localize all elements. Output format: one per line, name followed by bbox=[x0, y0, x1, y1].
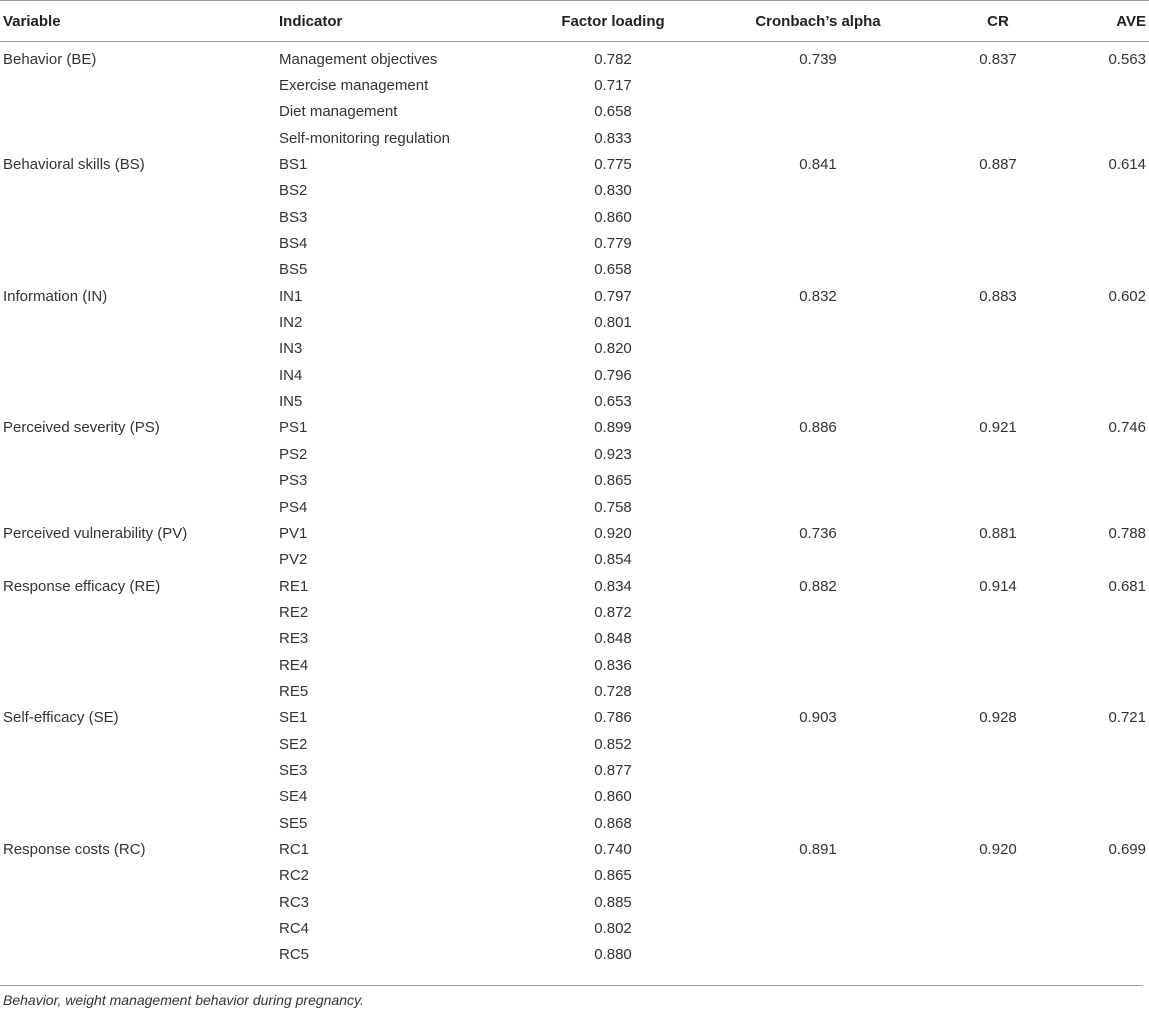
cell-cronbach-alpha bbox=[703, 599, 933, 625]
table-row bbox=[0, 863, 1149, 889]
cell-cr bbox=[933, 72, 1063, 98]
table-row bbox=[0, 415, 1149, 441]
header-factor-loading: Factor loading bbox=[561, 12, 665, 30]
cell-cr bbox=[933, 757, 1063, 783]
table-row bbox=[0, 757, 1149, 783]
cell-factor-loading: 0.717 bbox=[594, 77, 632, 95]
cell-cr: 0.914 bbox=[979, 577, 1017, 595]
cell-cronbach-alpha bbox=[703, 230, 933, 256]
cell-indicator: RC4 bbox=[279, 920, 310, 938]
cell-indicator: RE2 bbox=[279, 603, 309, 621]
cell-cronbach-alpha: 0.739 bbox=[799, 50, 837, 68]
cell-indicator: IN3 bbox=[279, 340, 303, 358]
cell-cronbach-alpha bbox=[703, 757, 933, 783]
cell-factor-loading: 0.880 bbox=[594, 946, 632, 964]
cell-ave bbox=[1063, 125, 1149, 151]
table-footnote: Behavior, weight management behavior during pregnancy. bbox=[3, 992, 364, 1008]
cell-indicator: PS4 bbox=[279, 498, 308, 516]
table-row bbox=[0, 520, 1149, 546]
table-row bbox=[0, 178, 1149, 204]
cell-factor-loading: 0.758 bbox=[594, 498, 632, 516]
cell-cronbach-alpha bbox=[703, 468, 933, 494]
cell-ave bbox=[1063, 915, 1149, 941]
cell-cr: 0.883 bbox=[979, 287, 1017, 305]
cell-factor-loading: 0.775 bbox=[594, 156, 632, 174]
table-row bbox=[0, 915, 1149, 941]
cell-cr bbox=[933, 257, 1063, 283]
cell-variable bbox=[0, 99, 279, 125]
cell-variable bbox=[0, 230, 279, 256]
cell-cronbach-alpha bbox=[703, 731, 933, 757]
cell-ave bbox=[1063, 388, 1149, 414]
cell-ave: 0.788 bbox=[1108, 524, 1146, 542]
cell-factor-loading: 0.820 bbox=[594, 340, 632, 358]
table-row bbox=[0, 309, 1149, 335]
cell-indicator: PV1 bbox=[279, 524, 308, 542]
cell-variable bbox=[0, 810, 279, 836]
cell-factor-loading: 0.836 bbox=[594, 656, 632, 674]
table-row bbox=[0, 151, 1149, 177]
table-bottom-rule bbox=[0, 985, 1143, 986]
table-row bbox=[0, 388, 1149, 414]
cell-cronbach-alpha bbox=[703, 125, 933, 151]
table-row bbox=[0, 547, 1149, 573]
cell-factor-loading: 0.877 bbox=[594, 761, 632, 779]
cell-indicator: RC5 bbox=[279, 946, 310, 964]
cell-cronbach-alpha bbox=[703, 257, 933, 283]
cell-indicator: PS2 bbox=[279, 445, 308, 463]
cell-ave bbox=[1063, 178, 1149, 204]
cell-cr bbox=[933, 626, 1063, 652]
cell-cr bbox=[933, 441, 1063, 467]
cell-variable bbox=[0, 889, 279, 915]
cell-indicator: PS1 bbox=[279, 419, 308, 437]
cell-cronbach-alpha: 0.891 bbox=[799, 840, 837, 858]
table-row bbox=[0, 362, 1149, 388]
cell-factor-loading: 0.796 bbox=[594, 366, 632, 384]
cell-indicator: BS2 bbox=[279, 182, 308, 200]
cell-cronbach-alpha bbox=[703, 362, 933, 388]
cell-ave bbox=[1063, 494, 1149, 520]
cell-cr bbox=[933, 889, 1063, 915]
cell-ave bbox=[1063, 468, 1149, 494]
cell-variable bbox=[0, 757, 279, 783]
cell-indicator: SE5 bbox=[279, 814, 308, 832]
cell-factor-loading: 0.868 bbox=[594, 814, 632, 832]
cell-indicator: BS5 bbox=[279, 261, 308, 279]
cell-cr bbox=[933, 125, 1063, 151]
cell-cr bbox=[933, 810, 1063, 836]
cell-variable: Self-efficacy (SE) bbox=[3, 709, 119, 727]
header-cr: CR bbox=[987, 12, 1009, 30]
cell-indicator: RE4 bbox=[279, 656, 309, 674]
cell-variable bbox=[0, 652, 279, 678]
cell-indicator: IN2 bbox=[279, 314, 303, 332]
cell-variable bbox=[0, 547, 279, 573]
header-row bbox=[0, 1, 1149, 42]
cell-cronbach-alpha: 0.832 bbox=[799, 287, 837, 305]
cell-indicator: RE1 bbox=[279, 577, 309, 595]
table-row bbox=[0, 257, 1149, 283]
cell-ave bbox=[1063, 257, 1149, 283]
cell-ave: 0.614 bbox=[1108, 156, 1146, 174]
cell-variable bbox=[0, 178, 279, 204]
cell-cronbach-alpha bbox=[703, 810, 933, 836]
cell-factor-loading: 0.899 bbox=[594, 419, 632, 437]
cell-cronbach-alpha bbox=[703, 626, 933, 652]
table-row bbox=[0, 652, 1149, 678]
table-row bbox=[0, 204, 1149, 230]
table-row bbox=[0, 125, 1149, 151]
cell-variable bbox=[0, 204, 279, 230]
cell-indicator: Diet management bbox=[279, 103, 398, 121]
cell-factor-loading: 0.782 bbox=[594, 50, 632, 68]
table-row bbox=[0, 573, 1149, 599]
cell-ave bbox=[1063, 204, 1149, 230]
cell-variable bbox=[0, 468, 279, 494]
cell-variable: Response efficacy (RE) bbox=[3, 577, 161, 595]
cell-variable bbox=[0, 336, 279, 362]
cell-indicator: RE5 bbox=[279, 682, 309, 700]
cell-factor-loading: 0.854 bbox=[594, 551, 632, 569]
cell-cr bbox=[933, 863, 1063, 889]
cell-cronbach-alpha: 0.903 bbox=[799, 709, 837, 727]
cell-factor-loading: 0.658 bbox=[594, 103, 632, 121]
cell-cronbach-alpha bbox=[703, 889, 933, 915]
cell-factor-loading: 0.872 bbox=[594, 603, 632, 621]
cell-cr bbox=[933, 388, 1063, 414]
cell-factor-loading: 0.658 bbox=[594, 261, 632, 279]
cell-cronbach-alpha: 0.841 bbox=[799, 156, 837, 174]
table-row bbox=[0, 705, 1149, 731]
cell-factor-loading: 0.802 bbox=[594, 920, 632, 938]
cell-factor-loading: 0.852 bbox=[594, 735, 632, 753]
cell-variable bbox=[0, 125, 279, 151]
cell-factor-loading: 0.833 bbox=[594, 129, 632, 147]
table-row bbox=[0, 441, 1149, 467]
cell-indicator: IN1 bbox=[279, 287, 303, 305]
cell-factor-loading: 0.860 bbox=[594, 788, 632, 806]
cell-cr bbox=[933, 99, 1063, 125]
cell-cronbach-alpha: 0.886 bbox=[799, 419, 837, 437]
cell-ave bbox=[1063, 72, 1149, 98]
cell-ave: 0.721 bbox=[1108, 709, 1146, 727]
cell-ave bbox=[1063, 731, 1149, 757]
cell-ave bbox=[1063, 230, 1149, 256]
table-row bbox=[0, 678, 1149, 704]
cell-cronbach-alpha bbox=[703, 652, 933, 678]
cell-factor-loading: 0.779 bbox=[594, 235, 632, 253]
cell-ave bbox=[1063, 547, 1149, 573]
cell-cr bbox=[933, 494, 1063, 520]
cell-ave bbox=[1063, 362, 1149, 388]
cell-indicator: RE3 bbox=[279, 630, 309, 648]
cell-ave bbox=[1063, 626, 1149, 652]
cell-factor-loading: 0.848 bbox=[594, 630, 632, 648]
cell-indicator: Exercise management bbox=[279, 77, 429, 95]
table-row bbox=[0, 72, 1149, 98]
cell-cr: 0.837 bbox=[979, 50, 1017, 68]
table-row bbox=[0, 626, 1149, 652]
cell-variable bbox=[0, 309, 279, 335]
table-row bbox=[0, 99, 1149, 125]
cell-ave: 0.746 bbox=[1108, 419, 1146, 437]
table-header bbox=[0, 1, 1149, 42]
cell-factor-loading: 0.653 bbox=[594, 393, 632, 411]
cell-cr: 0.881 bbox=[979, 524, 1017, 542]
cell-ave bbox=[1063, 336, 1149, 362]
cell-cr bbox=[933, 599, 1063, 625]
cell-cr: 0.928 bbox=[979, 709, 1017, 727]
table-row bbox=[0, 731, 1149, 757]
cell-ave: 0.563 bbox=[1108, 50, 1146, 68]
table-row bbox=[0, 942, 1149, 968]
table-row bbox=[0, 836, 1149, 862]
table-row bbox=[0, 336, 1149, 362]
cell-ave bbox=[1063, 784, 1149, 810]
cell-cr bbox=[933, 942, 1063, 968]
table-row bbox=[0, 599, 1149, 625]
cell-ave: 0.602 bbox=[1108, 287, 1146, 305]
cell-cr bbox=[933, 678, 1063, 704]
cell-indicator: SE4 bbox=[279, 788, 308, 806]
cell-factor-loading: 0.786 bbox=[594, 709, 632, 727]
cell-factor-loading: 0.728 bbox=[594, 682, 632, 700]
cell-indicator: IN4 bbox=[279, 366, 303, 384]
table-row bbox=[0, 889, 1149, 915]
cell-cronbach-alpha bbox=[703, 494, 933, 520]
cell-cronbach-alpha bbox=[703, 388, 933, 414]
cell-cronbach-alpha bbox=[703, 915, 933, 941]
cell-ave bbox=[1063, 652, 1149, 678]
cell-indicator: SE2 bbox=[279, 735, 308, 753]
cell-cronbach-alpha bbox=[703, 309, 933, 335]
cell-cr: 0.921 bbox=[979, 419, 1017, 437]
cell-variable bbox=[0, 784, 279, 810]
header-ave: AVE bbox=[1116, 12, 1146, 30]
cell-cr bbox=[933, 178, 1063, 204]
cell-ave: 0.699 bbox=[1108, 840, 1146, 858]
cell-indicator: IN5 bbox=[279, 393, 303, 411]
cell-cr bbox=[933, 652, 1063, 678]
cell-indicator: BS3 bbox=[279, 208, 308, 226]
cell-variable bbox=[0, 678, 279, 704]
cell-cr: 0.920 bbox=[979, 840, 1017, 858]
cell-cr bbox=[933, 915, 1063, 941]
cell-cronbach-alpha bbox=[703, 441, 933, 467]
cell-ave bbox=[1063, 942, 1149, 968]
table-row bbox=[0, 230, 1149, 256]
cell-indicator: BS1 bbox=[279, 156, 308, 174]
cell-indicator: PV2 bbox=[279, 551, 308, 569]
cell-variable: Perceived severity (PS) bbox=[3, 419, 160, 437]
cell-variable: Behavioral skills (BS) bbox=[3, 156, 145, 174]
table-body bbox=[0, 42, 1149, 969]
header-cronbach-alpha: Cronbach’s alpha bbox=[755, 12, 881, 30]
cell-factor-loading: 0.920 bbox=[594, 524, 632, 542]
cell-variable bbox=[0, 915, 279, 941]
cell-cr bbox=[933, 230, 1063, 256]
cell-cronbach-alpha bbox=[703, 99, 933, 125]
table-row bbox=[0, 283, 1149, 309]
cell-indicator: Self-monitoring regulation bbox=[279, 129, 450, 147]
cell-variable bbox=[0, 257, 279, 283]
cell-variable bbox=[0, 388, 279, 414]
cell-variable bbox=[0, 72, 279, 98]
cell-factor-loading: 0.740 bbox=[594, 840, 632, 858]
cell-cronbach-alpha bbox=[703, 784, 933, 810]
cell-factor-loading: 0.834 bbox=[594, 577, 632, 595]
table-row bbox=[0, 810, 1149, 836]
cell-variable: Information (IN) bbox=[3, 287, 108, 305]
cell-variable bbox=[0, 441, 279, 467]
cell-indicator: PS3 bbox=[279, 472, 308, 490]
cell-ave bbox=[1063, 599, 1149, 625]
cell-factor-loading: 0.865 bbox=[594, 472, 632, 490]
cell-variable: Response costs (RC) bbox=[3, 840, 146, 858]
cell-cronbach-alpha bbox=[703, 942, 933, 968]
cell-cr bbox=[933, 731, 1063, 757]
cell-cronbach-alpha bbox=[703, 678, 933, 704]
cell-cronbach-alpha: 0.736 bbox=[799, 524, 837, 542]
cell-factor-loading: 0.923 bbox=[594, 445, 632, 463]
cell-factor-loading: 0.885 bbox=[594, 893, 632, 911]
table-row bbox=[0, 494, 1149, 520]
cell-ave bbox=[1063, 309, 1149, 335]
cell-indicator: SE1 bbox=[279, 709, 308, 727]
cell-cronbach-alpha bbox=[703, 178, 933, 204]
cell-cronbach-alpha bbox=[703, 547, 933, 573]
cell-cronbach-alpha bbox=[703, 204, 933, 230]
cell-variable: Behavior (BE) bbox=[3, 50, 97, 68]
cell-indicator: RC1 bbox=[279, 840, 310, 858]
cell-indicator: BS4 bbox=[279, 235, 308, 253]
cell-factor-loading: 0.830 bbox=[594, 182, 632, 200]
cell-cronbach-alpha bbox=[703, 336, 933, 362]
cell-ave bbox=[1063, 678, 1149, 704]
cell-variable bbox=[0, 362, 279, 388]
cell-cr: 0.887 bbox=[979, 156, 1017, 174]
cell-ave bbox=[1063, 441, 1149, 467]
cell-factor-loading: 0.860 bbox=[594, 208, 632, 226]
cell-ave bbox=[1063, 863, 1149, 889]
cell-variable bbox=[0, 626, 279, 652]
cell-cr bbox=[933, 336, 1063, 362]
header-indicator: Indicator bbox=[279, 12, 343, 30]
cell-factor-loading: 0.797 bbox=[594, 287, 632, 305]
cell-variable bbox=[0, 599, 279, 625]
table-row bbox=[0, 468, 1149, 494]
cell-cr bbox=[933, 309, 1063, 335]
cell-indicator: RC2 bbox=[279, 867, 310, 885]
cell-cronbach-alpha bbox=[703, 863, 933, 889]
cell-ave bbox=[1063, 757, 1149, 783]
cell-variable bbox=[0, 942, 279, 968]
cell-cr bbox=[933, 204, 1063, 230]
cell-indicator: RC3 bbox=[279, 893, 310, 911]
cell-indicator: Management objectives bbox=[279, 50, 438, 68]
table-row bbox=[0, 784, 1149, 810]
cell-indicator: SE3 bbox=[279, 761, 308, 779]
cell-cr bbox=[933, 784, 1063, 810]
cell-variable bbox=[0, 731, 279, 757]
cell-ave bbox=[1063, 889, 1149, 915]
cell-cronbach-alpha bbox=[703, 72, 933, 98]
cell-ave bbox=[1063, 810, 1149, 836]
header-variable: Variable bbox=[3, 12, 61, 30]
cell-variable bbox=[0, 863, 279, 889]
cell-variable: Perceived vulnerability (PV) bbox=[3, 524, 188, 542]
cell-cr bbox=[933, 362, 1063, 388]
cell-cr bbox=[933, 468, 1063, 494]
cell-variable bbox=[0, 494, 279, 520]
cell-cr bbox=[933, 547, 1063, 573]
table-row bbox=[0, 42, 1149, 73]
cell-cronbach-alpha: 0.882 bbox=[799, 577, 837, 595]
cell-ave bbox=[1063, 99, 1149, 125]
cell-ave: 0.681 bbox=[1108, 577, 1146, 595]
cell-factor-loading: 0.865 bbox=[594, 867, 632, 885]
cell-factor-loading: 0.801 bbox=[594, 314, 632, 332]
